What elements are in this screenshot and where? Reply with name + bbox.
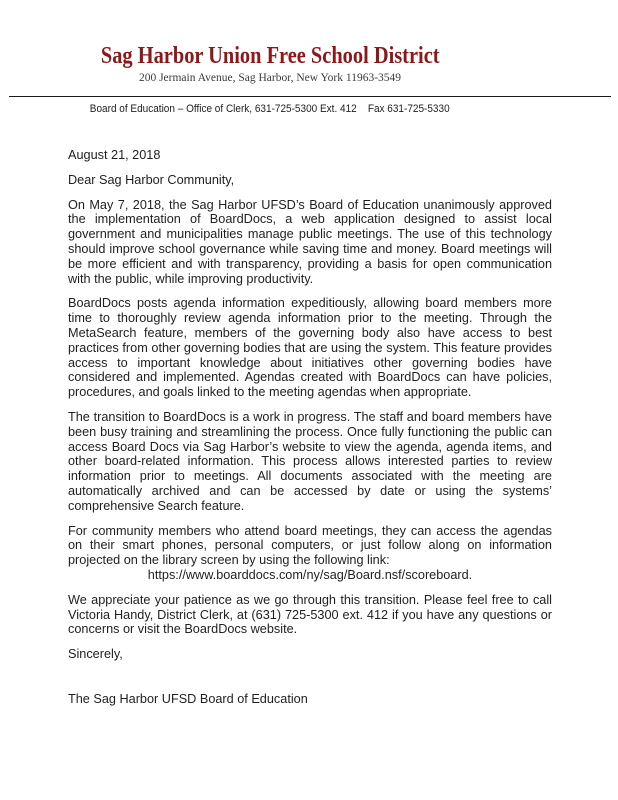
district-name-text: Sag Harbor Union Free School District	[100, 43, 440, 69]
letter-date: August 21, 2018	[68, 148, 161, 162]
letterhead-rule	[9, 96, 611, 97]
letter-body	[68, 148, 552, 707]
closing: Sincerely,	[68, 647, 123, 662]
boarddocs-url: https://www.boarddocs.com/ny/sag/Board.nsf/scoreboard.	[147, 567, 473, 582]
letterhead	[0, 0, 540, 85]
paragraph-agenda-features: BoardDocs posts agenda information expeditiously, allowing board members more time to thoroughly review agenda information prior to the meeting. Through the MetaSearch feature, members of the governing body also have access to best practices from other governing bodies that are using the system. This feature provides access to important knowledge about initiatives other governing bodies have considered and implemented. Agendas created with BoardDocs can have policies, procedures, and goals linked to the meeting agendas when appropriate.	[68, 296, 552, 400]
salutation: Dear Sag Harbor Community,	[68, 172, 235, 187]
paragraph-transition-progress: The transition to BoardDocs is a work in progress. The staff and board members have been busy training and streamlining the process. Once fully functioning the public can access Board Docs via Sag Harbor’s website to view the agenda, agenda items, and other board-related information. This process allows interested parties to review information prior to meetings. All documents associated with the meeting are automatically archived and can be accessed by date or using the systems’ comprehensive Search feature.	[68, 409, 552, 513]
paragraph-boarddocs-approval: On May 7, 2018, the Sag Harbor UFSD’s Board of Education unanimously approved the implementation of BoardDocs, a web application designed to assist local government and municipalities manage public meetings. The use of this technology should improve school governance while saving time and money. Board meetings will be more efficient and with transparency, providing a basis for open communication with the public, while improving productivity.	[68, 197, 552, 286]
office-line	[0, 102, 540, 116]
district-address: 200 Jermain Avenue, Sag Harbor, New York 11963-3549	[138, 72, 402, 84]
paragraph-community-access: For community members who attend board meetings, they can access the agendas on their smart phones, personal computers, or just follow along on information projected on the library screen by using the following link:	[68, 523, 552, 568]
office-line-text: Board of Education – Office of Clerk, 631-725-5300 Ext. 412 Fax 631-725-5330	[90, 103, 450, 115]
signature: The Sag Harbor UFSD Board of Education	[68, 691, 308, 706]
paragraph-patience-contact: We appreciate your patience as we go through this transition. Please feel free to call Victoria Handy, District Clerk, at (631) 725-5300 ext. 412 if you have any questions or concerns or visit the BoardDocs website.	[68, 592, 552, 637]
district-name	[0, 42, 540, 70]
